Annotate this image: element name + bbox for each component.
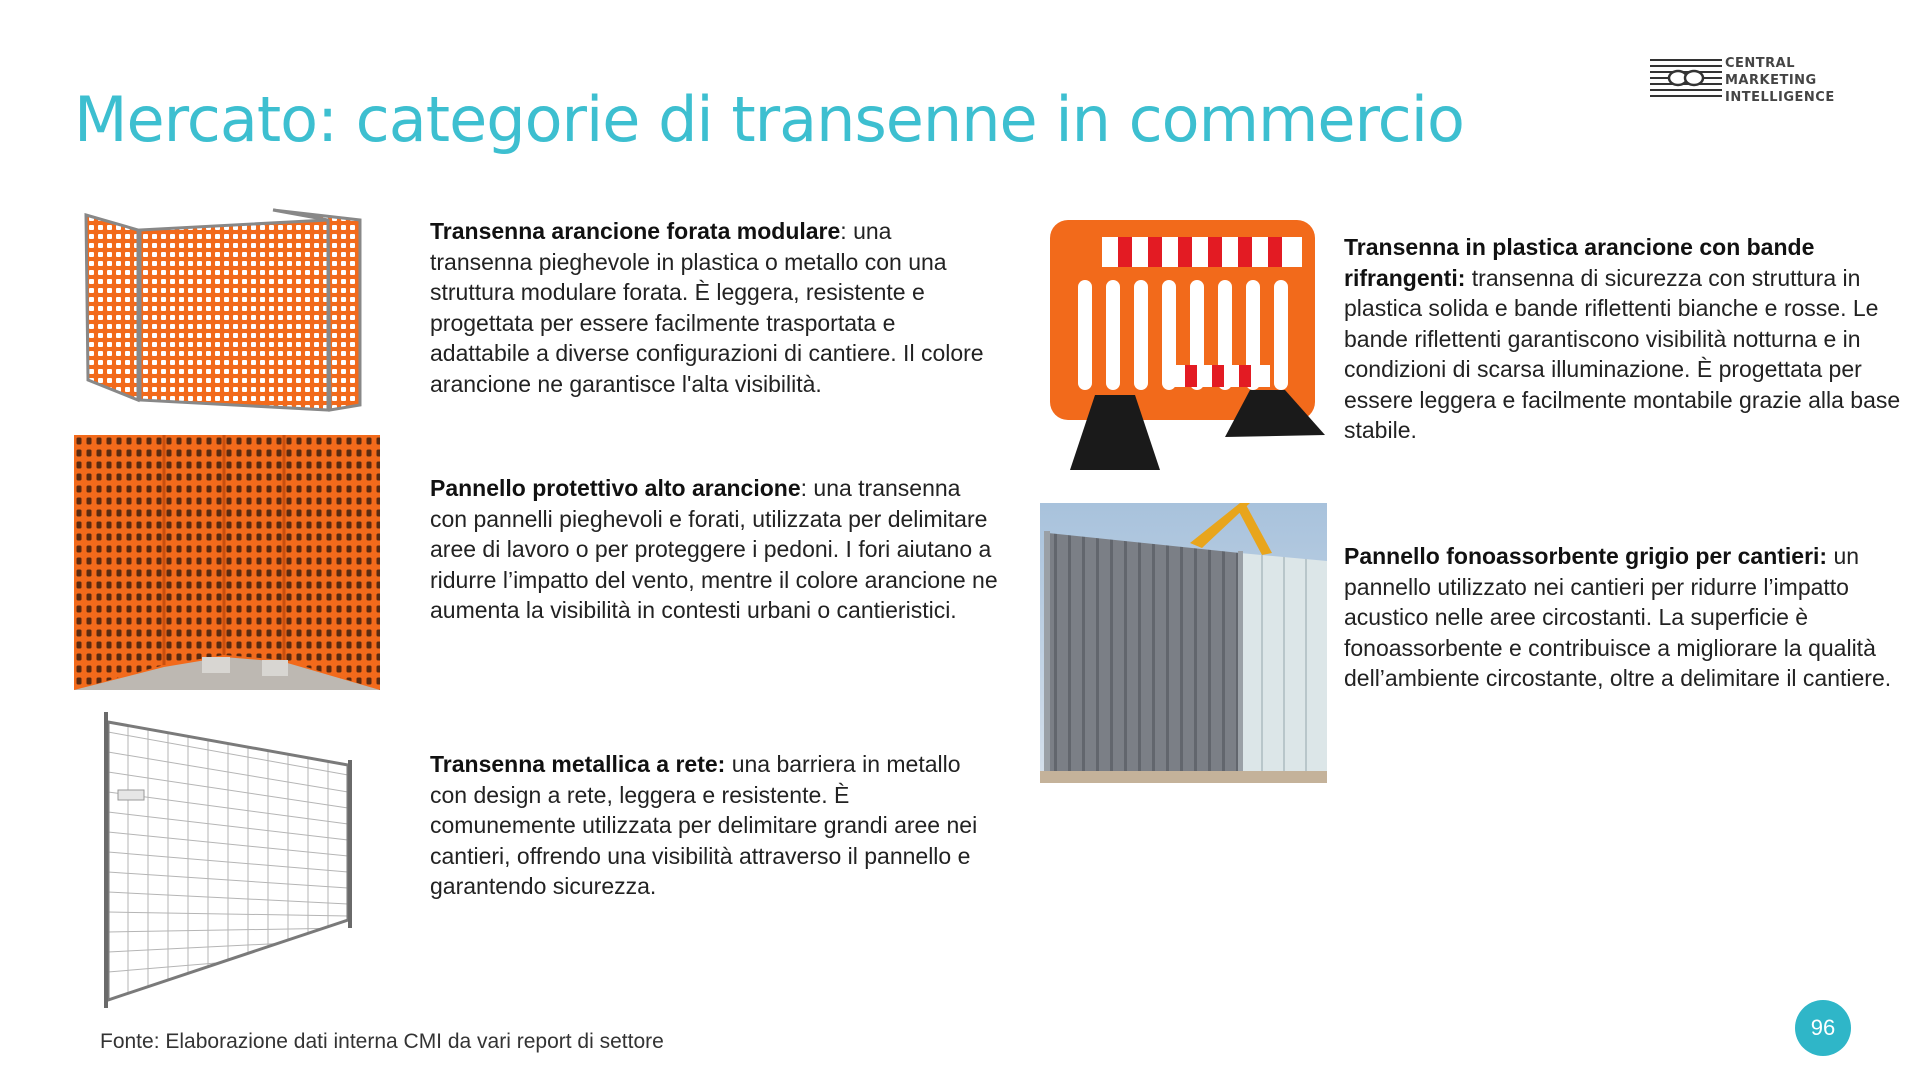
logo-icon <box>1650 57 1722 101</box>
barrier-description-2: Pannello protettivo alto arancione: una transenna con pannelli pieghevoli e forati, utilizzata per delimitare aree di lavoro o per proteggere i pedoni. I fori aiutano a ridurre l’impatto del vento, mentre il colore arancione ne aumenta la visibilità in contesti urbani o cantieristici. <box>430 475 998 623</box>
barrier-image-orange-tall-panel <box>74 435 380 690</box>
barrier-description-1: Transenna arancione forata modulare: una transenna pieghevole in plastica o metallo con una struttura modulare forata. È leggera, resistente e progettata per essere facilmente trasportata e adattabile a diverse configurazioni di cantiere. Il colore arancione ne garantisce l'alta visibilità. <box>430 218 984 397</box>
barrier-description-3 <box>430 749 1000 902</box>
barrier-image-grey-acoustic-panel <box>1040 503 1327 783</box>
barrier-text-5: un pannello utilizzato nei cantieri per ridurre l’impatto acustico nelle aree circostanti. La superficie è fonoassorbente e contribuisce a migliorare la qualità dell’ambiente circostante, oltre a delimitare il cantiere. <box>1344 543 1892 691</box>
barrier-heading-1: Transenna arancione forata modulare <box>430 218 841 244</box>
barrier-heading-3: Transenna metallica a rete: <box>430 751 726 777</box>
barrier-image-orange-modular <box>78 205 368 420</box>
slide-title: Mercato: categorie di transenne in commercio <box>74 83 1464 156</box>
barrier-image-orange-reflective <box>1040 215 1325 475</box>
barrier-text-4: transenna di sicurezza con struttura in plastica solida e bande riflettenti bianche e rosse. Le bande riflettenti garantiscono visibilità notturna e in condizioni di scarsa illuminazione. È progettata per essere leggera e facilmente montabile grazie alla base stabile. <box>1344 264 1901 443</box>
barrier-text-2: una transenna con pannelli pieghevoli e forati, utilizzata per delimitare aree di lavoro o per proteggere i pedoni. I fori aiutano a ridurre l’impatto del vento, mentre il colore arancione ne aumenta la visibilità in contesti urbani o cantieristici. <box>430 475 998 623</box>
barrier-description-5 <box>1344 541 1910 694</box>
barrier-description-4 <box>1344 232 1910 446</box>
page-number-badge: 96 <box>1795 1000 1851 1056</box>
barrier-text-1: una transenna pieghevole in plastica o metallo con una struttura modulare forata. È leggera, resistente e progettata per essere facilmente trasportata e adattabile a diverse configurazioni di cantiere. Il colore arancione ne garantisce l'alta visibilità. <box>430 218 984 397</box>
source-note: Fonte: Elaborazione dati interna CMI da vari report di settore <box>100 1030 664 1053</box>
barrier-image-metal-mesh <box>100 710 360 1010</box>
barrier-heading-4: Transenna in plastica arancione con bande rifrangenti: <box>1344 234 1815 291</box>
barrier-heading-5: Pannello fonoassorbente grigio per cantieri: <box>1344 543 1828 569</box>
company-logo <box>1650 55 1840 105</box>
barrier-heading-2: Pannello protettivo alto arancione <box>430 475 801 501</box>
barrier-text-3: una barriera in metallo con design a rete, leggera e resistente. È comunemente utilizzata per delimitare grandi aree nei cantieri, offrendo una visibilità attraverso il pannello e garantendo sicurezza. <box>430 751 978 899</box>
logo-wordmark: CENTRAL MARKETING INTELLIGENCE <box>1725 56 1835 105</box>
